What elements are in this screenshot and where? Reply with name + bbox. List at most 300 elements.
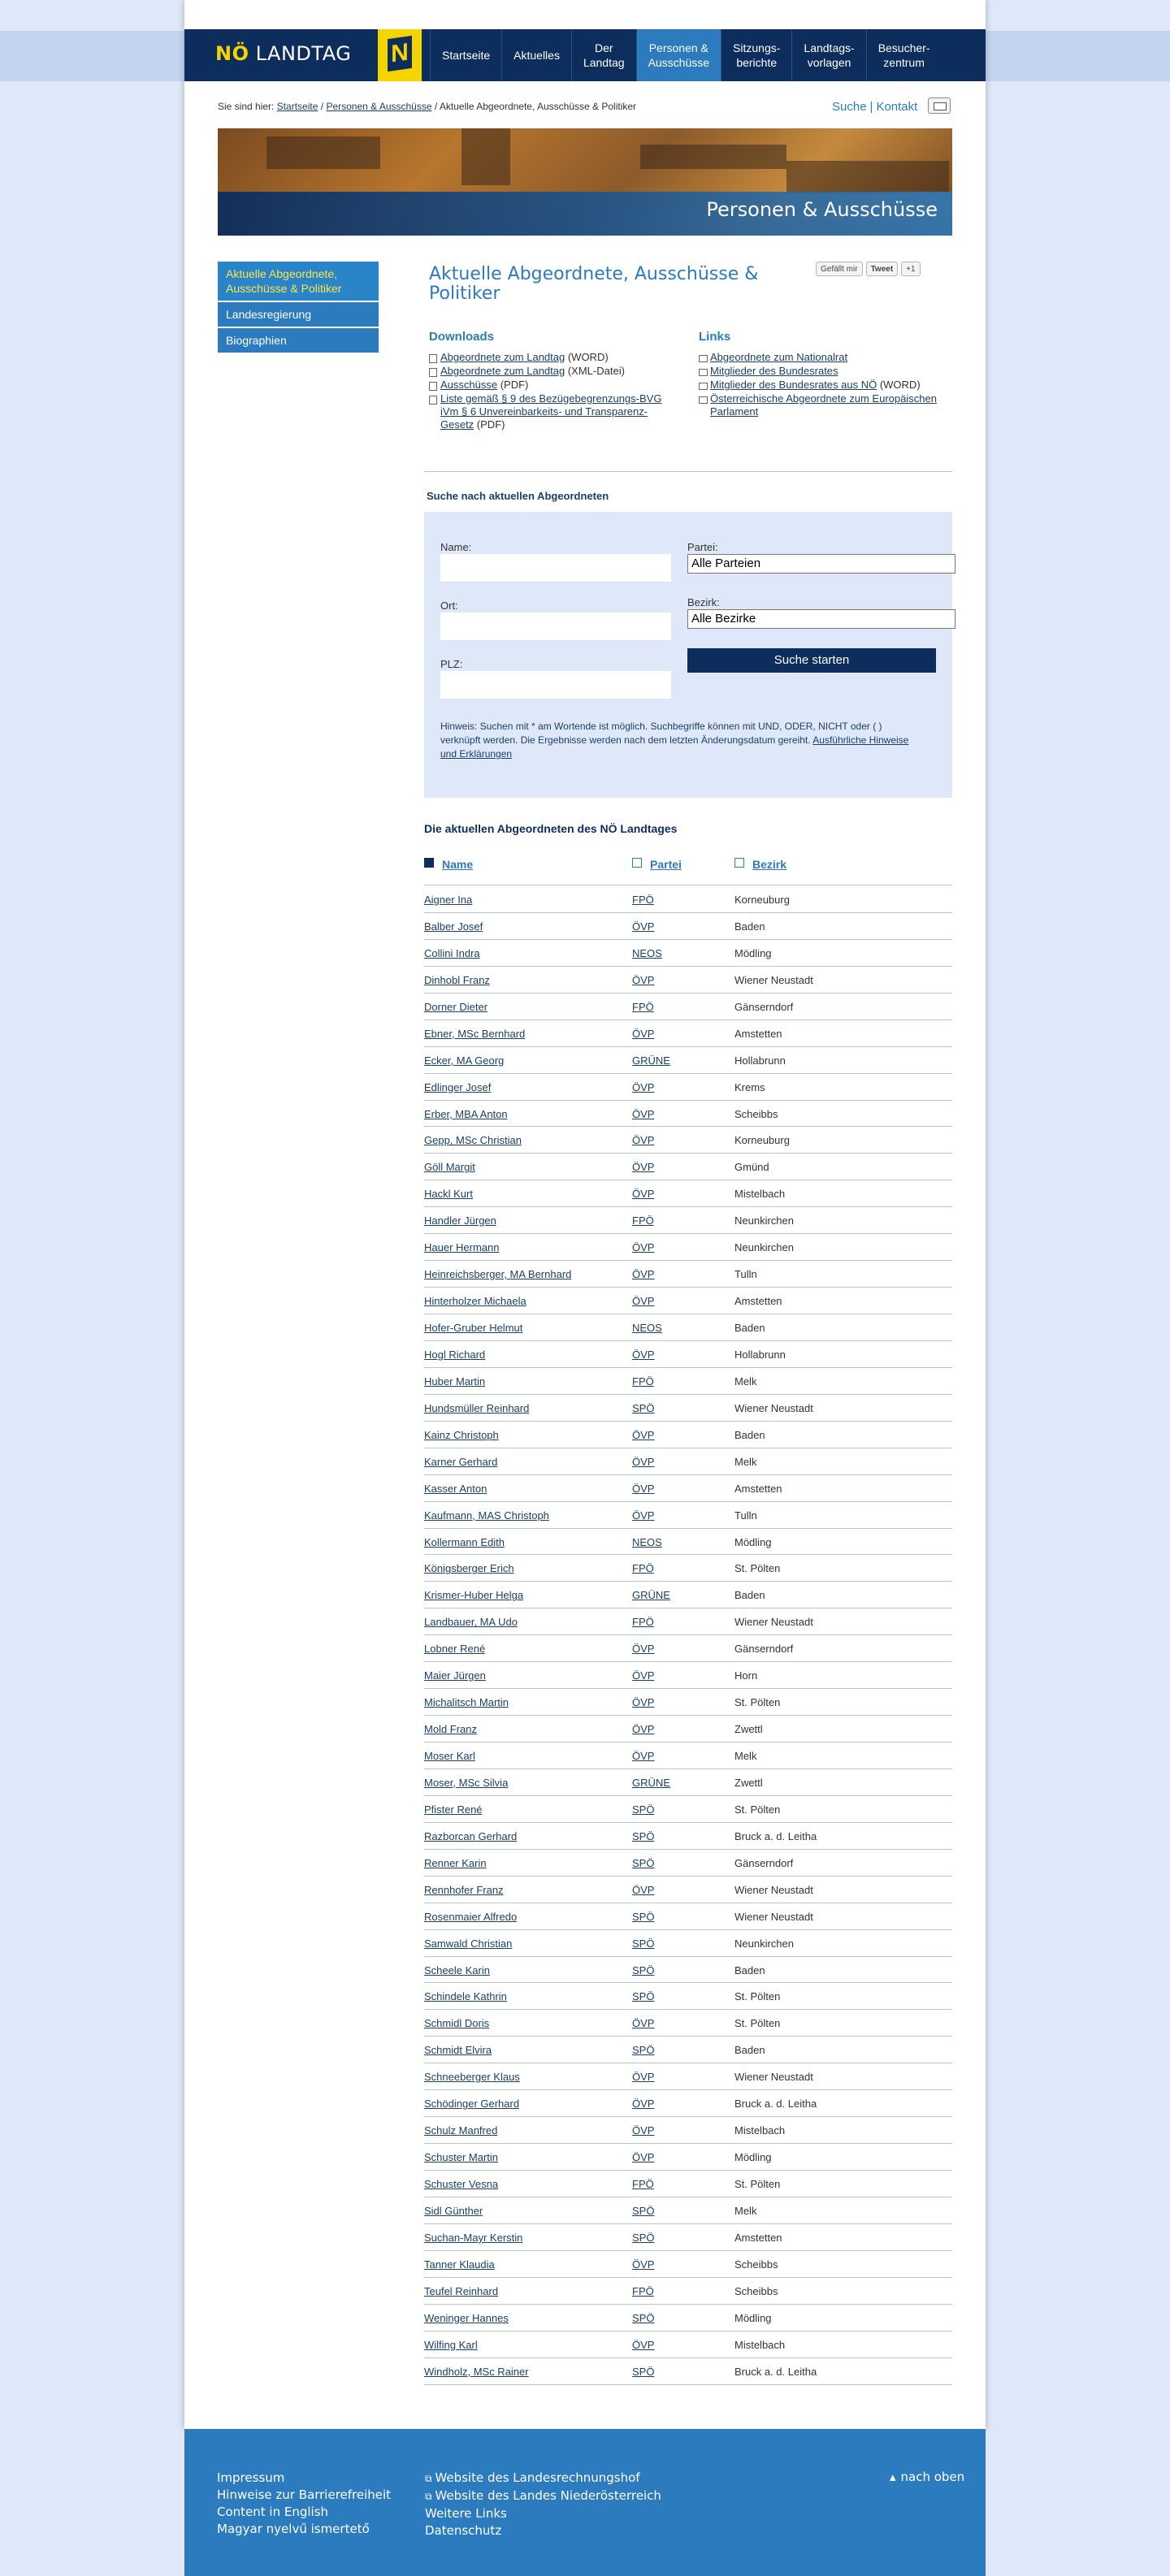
member-party-link[interactable]: SPÖ: [632, 1401, 655, 1414]
member-party-link[interactable]: ÖVP: [632, 2124, 655, 2137]
sort-icon[interactable]: [734, 858, 744, 868]
table-row: [424, 2063, 952, 2090]
site-footer: [184, 2429, 986, 2576]
member-district: Korneuburg: [734, 1134, 790, 1147]
member-party-link[interactable]: ÖVP: [632, 2017, 655, 2030]
sidebar-item[interactable]: Landesregierung: [218, 302, 379, 327]
sort-by-bezirk-link[interactable]: Bezirk: [752, 858, 787, 871]
table-row: [424, 1957, 952, 1984]
member-party-link[interactable]: ÖVP: [632, 1723, 655, 1736]
member-name-link[interactable]: Kainz Christoph: [424, 1428, 499, 1441]
member-party-link[interactable]: SPÖ: [632, 1963, 655, 1976]
member-party-link[interactable]: ÖVP: [632, 2338, 655, 2351]
tweet-button[interactable]: Tweet: [866, 262, 899, 276]
nav-item[interactable]: Aktuelles: [501, 29, 571, 81]
member-district: Mödling: [734, 2311, 772, 2324]
member-district: St. Pölten: [734, 1803, 781, 1816]
member-party-link[interactable]: FPÖ: [632, 1214, 654, 1227]
table-row: [424, 1047, 952, 1074]
table-row: [424, 1395, 952, 1422]
member-party-link[interactable]: SPÖ: [632, 2311, 655, 2324]
table-row: [424, 1234, 952, 1261]
ort-label: Ort:: [440, 600, 458, 612]
member-name-link[interactable]: Rosenmaier Alfredo: [424, 1910, 518, 1923]
member-name-link[interactable]: Krismer-Huber Helga: [424, 1589, 524, 1602]
member-party-link[interactable]: FPÖ: [632, 2178, 654, 2190]
search-submit-button[interactable]: Suche starten: [687, 648, 936, 673]
member-party-link[interactable]: ÖVP: [632, 2098, 655, 2111]
member-name-link[interactable]: Ecker, MA Georg: [424, 1054, 505, 1067]
member-name-link[interactable]: Pfister René: [424, 1803, 483, 1816]
sort-by-name-link[interactable]: Name: [442, 858, 474, 871]
downloads-link[interactable]: Ausschüsse: [440, 379, 498, 391]
member-party-link[interactable]: GRÜNE: [632, 1776, 670, 1789]
downloads-link[interactable]: Abgeordnete zum Landtag: [440, 365, 566, 377]
downloads-suffix: (WORD): [565, 351, 609, 363]
member-party-link[interactable]: FPÖ: [632, 1000, 654, 1013]
member-name-link[interactable]: Hackl Kurt: [424, 1188, 473, 1201]
member-party-link[interactable]: ÖVP: [632, 1482, 655, 1495]
member-name-link[interactable]: Schmidt Elvira: [424, 2044, 492, 2057]
member-name-link[interactable]: Göll Margit: [424, 1161, 475, 1174]
member-name-link[interactable]: Schulz Manfred: [424, 2124, 498, 2137]
table-row: [424, 1127, 952, 1154]
member-name-link[interactable]: Edlinger Josef: [424, 1080, 492, 1093]
sort-desc-icon[interactable]: [424, 858, 434, 868]
member-party-link[interactable]: FPÖ: [632, 1375, 654, 1388]
search-hint-text: Hinweis: Suchen mit * am Wortende ist möglich. Suchbegriffe können mit UND, ODER, NICHT oder ( ) verknüpft werden. Die Ergebnisse werden nach dem letzten Änderungsdatum gereiht.: [440, 721, 882, 746]
member-name-link[interactable]: Hundsmüller Reinhard: [424, 1401, 530, 1414]
member-party-link[interactable]: ÖVP: [632, 1188, 655, 1201]
footer-link[interactable]: Content in English: [217, 2505, 329, 2519]
sidebar: [218, 262, 379, 354]
table-row: [424, 1983, 952, 2010]
member-name-link[interactable]: Tanner Klaudia: [424, 2258, 495, 2271]
table-row: [424, 2197, 952, 2224]
member-party-link[interactable]: ÖVP: [632, 1268, 655, 1281]
member-name-link[interactable]: Moser, MSc Silvia: [424, 1776, 509, 1789]
utility-separator: |: [869, 100, 873, 114]
member-district: Mödling: [734, 946, 772, 959]
member-name-link[interactable]: Suchan-Mayr Kerstin: [424, 2231, 523, 2244]
member-name-link[interactable]: Kollermann Edith: [424, 1535, 505, 1548]
nav-item[interactable]: Sitzungs- berichte: [721, 29, 791, 81]
member-party-link[interactable]: ÖVP: [632, 1696, 655, 1709]
banner-photo-shape: [266, 136, 380, 169]
member-district: Melk: [734, 2204, 757, 2217]
plz-label: PLZ:: [440, 658, 463, 670]
member-party-link[interactable]: ÖVP: [632, 2071, 655, 2084]
member-district: Neunkirchen: [734, 1241, 794, 1254]
member-name-link[interactable]: Hinterholzer Michaela: [424, 1295, 526, 1308]
member-party-link[interactable]: GRÜNE: [632, 1054, 670, 1067]
links-item: [699, 351, 951, 364]
member-district: Melk: [734, 1750, 757, 1762]
table-row: [424, 1930, 952, 1957]
downloads-link[interactable]: Liste gemäß § 9 des Bezügebegrenzungs-BVG iVm § 6 Unvereinbarkeits- und Transparenz-Gesetz: [440, 392, 662, 431]
sidebar-item[interactable]: Biographien: [218, 328, 379, 353]
bezirk-select[interactable]: Alle Bezirke: [687, 609, 956, 629]
banner-photo-shape: [786, 161, 949, 193]
site-header: [184, 29, 986, 81]
member-party-link[interactable]: FPÖ: [632, 2284, 654, 2297]
member-name-link[interactable]: Windholz, MSc Rainer: [424, 2365, 529, 2378]
section-banner: [218, 128, 952, 236]
links-list: [699, 351, 951, 419]
links-item: [699, 392, 951, 418]
member-name-link[interactable]: Heinreichsberger, MA Bernhard: [424, 1268, 572, 1281]
links-heading: Links: [699, 330, 731, 344]
utility-links: [832, 100, 917, 114]
member-district: St. Pölten: [734, 1562, 781, 1575]
member-party-link[interactable]: ÖVP: [632, 1348, 655, 1361]
member-district: St. Pölten: [734, 1990, 781, 2003]
google-plus-button[interactable]: +1: [901, 262, 920, 276]
member-party-link[interactable]: SPÖ: [632, 2231, 655, 2244]
member-party-link[interactable]: NEOS: [632, 946, 662, 959]
member-party-link[interactable]: ÖVP: [632, 1455, 655, 1468]
member-party-link[interactable]: SPÖ: [632, 1803, 655, 1816]
member-name-link[interactable]: Moser Karl: [424, 1750, 475, 1762]
downloads-item: [429, 365, 681, 378]
table-row: [424, 1207, 952, 1234]
links-item: [699, 379, 951, 392]
member-district: Tulln: [734, 1268, 757, 1281]
downloads-suffix: (XML-Datei): [565, 365, 625, 377]
table-row: [424, 1154, 952, 1180]
member-district: Gmünd: [734, 1161, 769, 1174]
search-hint: [440, 720, 912, 761]
nav-item[interactable]: Der Landtag: [571, 29, 636, 81]
table-row: [424, 1074, 952, 1101]
member-district: St. Pölten: [734, 1696, 781, 1709]
member-name-link[interactable]: Schmidl Doris: [424, 2017, 490, 2030]
breadcrumb-section-link[interactable]: Personen & Ausschüsse: [326, 101, 432, 112]
table-row: [424, 2171, 952, 2197]
member-district: Krems: [734, 1080, 765, 1093]
table-row: [424, 1502, 952, 1529]
member-name-link[interactable]: Teufel Reinhard: [424, 2284, 499, 2297]
table-row: [424, 1903, 952, 1930]
downloads-heading: Downloads: [429, 330, 495, 344]
table-row: [424, 1582, 952, 1608]
member-party-link[interactable]: FPÖ: [632, 894, 654, 906]
member-party-link[interactable]: ÖVP: [632, 2151, 655, 2164]
table-row: [424, 1877, 952, 1903]
member-party-link[interactable]: ÖVP: [632, 1107, 655, 1120]
member-party-link[interactable]: NEOS: [632, 1535, 662, 1548]
member-party-link[interactable]: ÖVP: [632, 1750, 655, 1762]
banner-title: Personen & Ausschüsse: [706, 198, 938, 221]
name-input[interactable]: [440, 554, 671, 582]
member-name-link[interactable]: Samwald Christian: [424, 1937, 513, 1950]
member-name-link[interactable]: Michalitsch Martin: [424, 1696, 509, 1709]
member-district: Amstetten: [734, 1482, 782, 1495]
column-partei: [650, 858, 682, 871]
sort-by-partei-link[interactable]: Partei: [650, 858, 682, 871]
footer-link[interactable]: Magyar nyelvű ismertető: [217, 2522, 370, 2536]
member-name-link[interactable]: Kaufmann, MAS Christoph: [424, 1509, 549, 1522]
member-name-link[interactable]: Mold Franz: [424, 1723, 478, 1736]
member-party-link[interactable]: ÖVP: [632, 1669, 655, 1682]
member-name-link[interactable]: Schneeberger Klaus: [424, 2071, 520, 2084]
breadcrumb-home-link[interactable]: Startseite: [276, 101, 318, 112]
member-party-link[interactable]: SPÖ: [632, 1829, 655, 1842]
member-district: Mistelbach: [734, 1188, 786, 1201]
member-party-link[interactable]: FPÖ: [632, 1562, 654, 1575]
downloads-suffix: (PDF): [497, 379, 529, 391]
links-suffix: (WORD): [877, 379, 921, 391]
nav-item[interactable]: Personen & Ausschüsse: [636, 29, 721, 81]
member-district: Zwettl: [734, 1776, 763, 1789]
member-district: Neunkirchen: [734, 1214, 794, 1227]
member-district: Baden: [734, 1428, 765, 1441]
member-district: Bruck a. d. Leitha: [734, 2098, 817, 2111]
member-district: Mödling: [734, 1535, 772, 1548]
member-party-link[interactable]: ÖVP: [632, 1027, 655, 1040]
table-row: [424, 2251, 952, 2278]
member-district: Hollabrunn: [734, 1348, 786, 1361]
table-row: [424, 967, 952, 994]
downloads-list: [429, 351, 681, 432]
member-district: St. Pölten: [734, 2017, 781, 2030]
breadcrumb-current: Aktuelle Abgeordnete, Ausschüsse & Politiker: [439, 101, 637, 112]
footer-link[interactable]: Datenschutz: [425, 2523, 502, 2538]
breadcrumb: [218, 101, 636, 112]
table-row: [424, 1368, 952, 1395]
member-district: Melk: [734, 1375, 757, 1388]
footer-link[interactable]: Impressum: [217, 2470, 285, 2485]
table-row: [424, 1769, 952, 1796]
member-district: Wiener Neustadt: [734, 973, 813, 986]
breadcrumb-prefix: Sie sind hier:: [218, 101, 275, 112]
search-hint-link[interactable]: Ausführliche Hinweise und Erklärungen: [440, 734, 909, 760]
member-name-link[interactable]: Dinhobl Franz: [424, 973, 490, 986]
site-logo[interactable]: [215, 42, 351, 65]
member-district: Wiener Neustadt: [734, 1910, 813, 1923]
breadcrumb-separator: /: [434, 101, 438, 112]
member-party-link[interactable]: ÖVP: [632, 1241, 655, 1254]
member-name-link[interactable]: Collini Indra: [424, 946, 480, 959]
member-name-link[interactable]: Schuster Vesna: [424, 2178, 499, 2190]
member-party-link[interactable]: ÖVP: [632, 973, 655, 986]
search-link[interactable]: Suche: [832, 100, 867, 114]
table-row: [424, 1662, 952, 1689]
table-row: [424, 1608, 952, 1635]
name-label: Name:: [440, 541, 472, 553]
member-name-link[interactable]: Huber Martin: [424, 1375, 486, 1388]
member-name-link[interactable]: Schödinger Gerhard: [424, 2098, 520, 2111]
member-party-link[interactable]: ÖVP: [632, 1134, 655, 1147]
member-district: Gänserndorf: [734, 1643, 794, 1656]
logo-rest: LANDTAG: [249, 42, 352, 65]
table-row: [424, 1180, 952, 1207]
member-name-link[interactable]: Handler Jürgen: [424, 1214, 496, 1227]
table-row: [424, 1850, 952, 1877]
table-row: [424, 1341, 952, 1368]
member-name-link[interactable]: Maier Jürgen: [424, 1669, 486, 1682]
table-row: [424, 2358, 952, 2385]
member-party-link[interactable]: SPÖ: [632, 2044, 655, 2057]
divider: [424, 471, 952, 472]
member-name-link[interactable]: Wilfing Karl: [424, 2338, 478, 2351]
member-district: Horn: [734, 1669, 758, 1682]
member-district: Baden: [734, 1963, 765, 1976]
member-district: Neunkirchen: [734, 1937, 794, 1950]
partei-select[interactable]: Alle Parteien: [687, 554, 956, 574]
member-name-link[interactable]: Königsberger Erich: [424, 1562, 514, 1575]
member-name-link[interactable]: Scheele Karin: [424, 1963, 490, 1976]
member-party-link[interactable]: GRÜNE: [632, 1589, 670, 1602]
member-name-link[interactable]: Lobner René: [424, 1643, 486, 1656]
member-district: Bruck a. d. Leitha: [734, 2365, 817, 2378]
member-party-link[interactable]: ÖVP: [632, 1883, 655, 1896]
main-nav: [430, 29, 942, 81]
table-title: Die aktuellen Abgeordneten des NÖ Landtages: [424, 822, 678, 835]
search-section-title: Suche nach aktuellen Abgeordneten: [427, 490, 609, 502]
table-row: [424, 1689, 952, 1716]
footer-link[interactable]: Weitere Links: [425, 2506, 507, 2521]
downloads-link[interactable]: Abgeordnete zum Landtag: [440, 351, 566, 363]
downloads-item: [429, 392, 681, 431]
footer-link[interactable]: ⧉ Website des Landes Niederösterreich: [425, 2487, 661, 2505]
member-name-link[interactable]: Erber, MBA Anton: [424, 1107, 508, 1120]
member-party-link[interactable]: ÖVP: [632, 1080, 655, 1093]
sidebar-item[interactable]: Aktuelle Abgeordnete, Ausschüsse & Politiker: [218, 262, 379, 301]
member-name-link[interactable]: Schuster Martin: [424, 2151, 499, 2164]
member-party-link[interactable]: SPÖ: [632, 1937, 655, 1950]
member-name-link[interactable]: Karner Gerhard: [424, 1455, 498, 1468]
member-district: Amstetten: [734, 1295, 782, 1308]
member-district: Amstetten: [734, 2231, 782, 2244]
member-district: Zwettl: [734, 1723, 763, 1736]
member-party-link[interactable]: ÖVP: [632, 1161, 655, 1174]
member-district: Scheibbs: [734, 2284, 778, 2297]
banner-photo-shape: [462, 128, 510, 185]
table-row: [424, 2305, 952, 2331]
column-name: [442, 858, 473, 871]
member-district: Mödling: [734, 2151, 772, 2164]
facebook-like-button[interactable]: Gefällt mir: [816, 262, 863, 276]
member-party-link[interactable]: FPÖ: [632, 1616, 654, 1629]
member-party-link[interactable]: SPÖ: [632, 1990, 655, 2003]
ort-input[interactable]: [440, 613, 671, 640]
member-district: St. Pölten: [734, 2178, 781, 2190]
banner-photo-shape: [640, 145, 786, 169]
table-row: [424, 1475, 952, 1502]
member-party-link[interactable]: NEOS: [632, 1322, 662, 1334]
nav-item[interactable]: Landtags- vorlagen: [791, 29, 865, 81]
contact-link[interactable]: Kontakt: [876, 100, 918, 114]
table-row: [424, 2331, 952, 2358]
member-name-link[interactable]: Weninger Hannes: [424, 2311, 509, 2324]
member-party-link[interactable]: ÖVP: [632, 1295, 655, 1308]
sort-icon[interactable]: [632, 858, 642, 868]
member-name-link[interactable]: Renner Karin: [424, 1856, 487, 1869]
member-name-link[interactable]: Aigner Ina: [424, 894, 473, 906]
member-name-link[interactable]: Landbauer, MA Udo: [424, 1616, 518, 1629]
table-row: [424, 2144, 952, 2171]
print-icon[interactable]: [928, 97, 951, 114]
table-row: [424, 1716, 952, 1743]
table-row: [424, 1020, 952, 1047]
table-row: [424, 994, 952, 1020]
member-district: Scheibbs: [734, 1107, 778, 1120]
member-party-link[interactable]: SPÖ: [632, 2365, 655, 2378]
member-party-link[interactable]: ÖVP: [632, 920, 655, 933]
member-district: Wiener Neustadt: [734, 2071, 813, 2084]
member-district: Tulln: [734, 1509, 757, 1522]
member-district: Baden: [734, 1322, 765, 1334]
table-body: [424, 886, 952, 2385]
member-district: Mistelbach: [734, 2124, 786, 2137]
table-row: [424, 1261, 952, 1288]
table-row: [424, 2278, 952, 2305]
column-bezirk: [752, 858, 786, 871]
links-link[interactable]: Mitglieder des Bundesrates aus NÖ: [710, 379, 878, 391]
table-row: [424, 913, 952, 940]
member-district: Gänserndorf: [734, 1856, 794, 1869]
social-buttons: [816, 262, 921, 276]
bezirk-label: Bezirk:: [687, 596, 720, 608]
member-name-link[interactable]: Rennhofer Franz: [424, 1883, 504, 1896]
member-party-link[interactable]: SPÖ: [632, 1910, 655, 1923]
table-row: [424, 1555, 952, 1582]
member-name-link[interactable]: Hogl Richard: [424, 1348, 486, 1361]
table-row: [424, 1314, 952, 1341]
logo-prefix: NÖ: [215, 42, 249, 65]
member-name-link[interactable]: Gepp, MSc Christian: [424, 1134, 522, 1147]
member-name-link[interactable]: Sidl Günther: [424, 2204, 483, 2217]
table-row: [424, 1422, 952, 1448]
member-name-link[interactable]: Dorner Dieter: [424, 1000, 488, 1013]
member-name-link[interactable]: Hofer-Gruber Helmut: [424, 1322, 523, 1334]
table-row: [424, 2117, 952, 2144]
member-party-link[interactable]: ÖVP: [632, 1509, 655, 1522]
logo-badge-letter: N: [388, 36, 412, 71]
member-party-link[interactable]: ÖVP: [632, 2258, 655, 2271]
nav-item[interactable]: Startseite: [430, 29, 501, 81]
footer-link[interactable]: ⧉ Website des Landesrechnungshof: [425, 2470, 661, 2487]
member-name-link[interactable]: Ebner, MSc Bernhard: [424, 1027, 526, 1040]
page-title: Aktuelle Abgeordnete, Ausschüsse & Politiker: [429, 264, 759, 304]
member-party-link[interactable]: ÖVP: [632, 1428, 655, 1441]
table-row: [424, 886, 952, 913]
member-district: Baden: [734, 2044, 765, 2057]
table-row: [424, 1823, 952, 1850]
back-to-top-link[interactable]: ▴ nach oben: [890, 2470, 964, 2484]
member-name-link[interactable]: Balber Josef: [424, 920, 483, 933]
member-district: Melk: [734, 1455, 757, 1468]
footer-link[interactable]: Hinweise zur Barrierefreiheit: [217, 2487, 392, 2502]
member-party-link[interactable]: ÖVP: [632, 1643, 655, 1656]
member-district: Wiener Neustadt: [734, 1401, 813, 1414]
footer-col-1: [217, 2470, 391, 2538]
member-name-link[interactable]: Hauer Hermann: [424, 1241, 500, 1254]
member-party-link[interactable]: SPÖ: [632, 1856, 655, 1869]
member-district: Scheibbs: [734, 2258, 778, 2271]
member-name-link[interactable]: Kasser Anton: [424, 1482, 488, 1495]
links-link[interactable]: Abgeordnete zum Nationalrat: [710, 351, 848, 363]
links-link[interactable]: Österreichische Abgeordnete zum Europäischen Parlament: [710, 392, 937, 418]
plz-input[interactable]: [440, 671, 671, 699]
member-party-link[interactable]: SPÖ: [632, 2204, 655, 2217]
nav-item[interactable]: Besucher- zentrum: [866, 29, 942, 81]
logo-badge-icon[interactable]: [378, 29, 422, 81]
member-name-link[interactable]: Razborcan Gerhard: [424, 1829, 518, 1842]
links-link[interactable]: Mitglieder des Bundesrates: [710, 365, 838, 377]
member-name-link[interactable]: Schindele Kathrin: [424, 1990, 507, 2003]
